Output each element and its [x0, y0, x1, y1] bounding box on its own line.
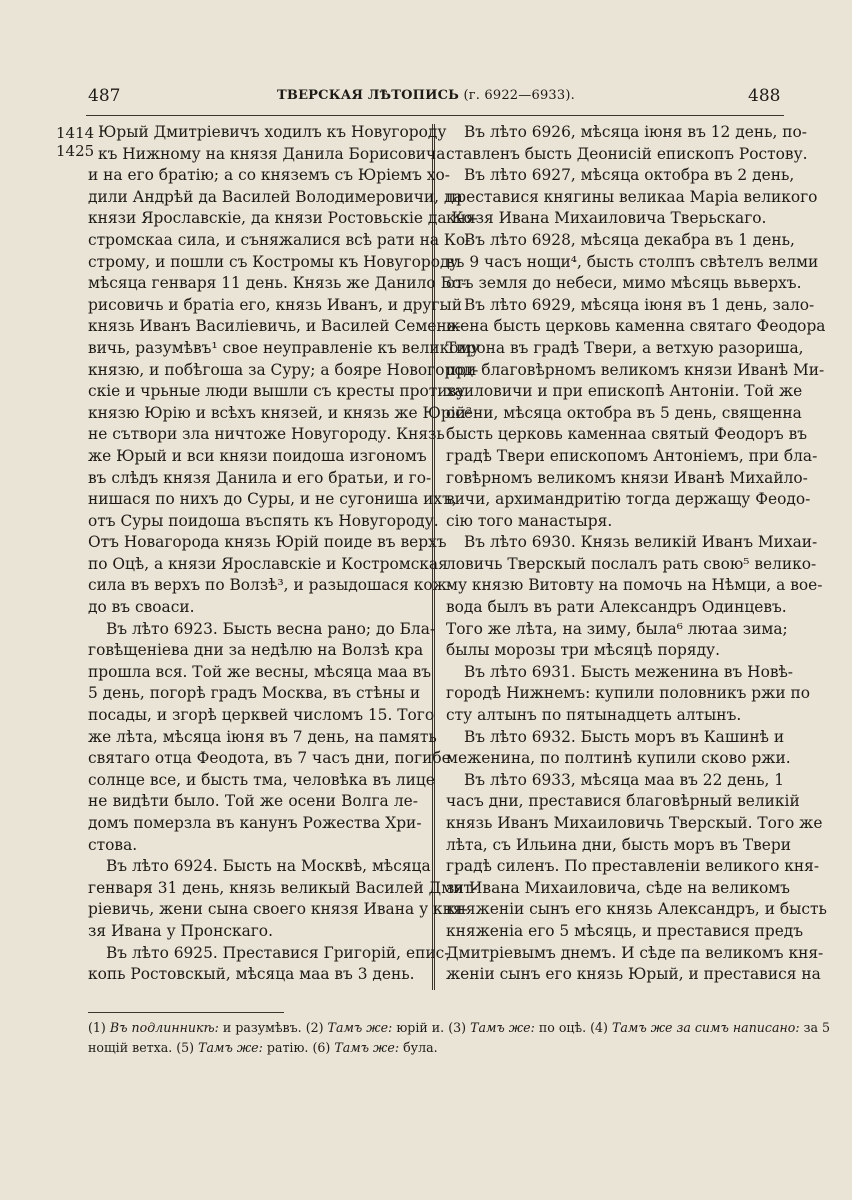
text-line: Въ лѣто 6928, мѣсяца декабра въ 1 день,	[464, 230, 795, 249]
text-line: Въ лѣто 6932. Бысть моръ въ Кашинѣ и	[464, 727, 785, 746]
text-line: же Юрый и вси князи поидоша изгономъ	[88, 446, 427, 465]
text-line: Въ лѣто 6927, мѣсяца октобра въ 2 день,	[464, 166, 795, 185]
text-line: не сътвори зла ничтоже Новугороду. Князь	[88, 425, 445, 444]
footnote-label: Тамъ же:	[470, 1020, 535, 1035]
text-line: бысть церковь каменнаа святый Феодоръ въ	[446, 425, 808, 444]
text-line: въ 9 часъ нощи⁴, бысть столпъ свѣтелъ велми	[446, 252, 819, 271]
footnote-text: нощій ветха.	[88, 1040, 173, 1055]
text-line: сію того манастыря.	[446, 511, 613, 530]
text-line: князю, и побѣгоша за Суру; а бояре Новогород-	[88, 360, 479, 379]
footnote-label: Тамъ же:	[327, 1020, 393, 1035]
text-line: Въ лѣто 6929, мѣсяца іюня въ 1 день, зало-	[464, 295, 815, 314]
text-line: не видѣти было. Той же осени Волга ле-	[88, 792, 418, 811]
text-line: въ слѣдъ князя Данила и его братьи, и го-	[88, 468, 432, 487]
text-line: Дмитріевымъ днемъ. И сѣде па великомъ кня-	[446, 943, 824, 962]
text-line: Отъ Новагорода князь Юрій поиде въ верхъ	[88, 533, 447, 552]
text-line: Въ лѣто 6926, мѣсяца іюня въ 12 день, по-	[464, 123, 807, 141]
footnote-marker: (6)	[312, 1040, 331, 1055]
text-line: князю Юрію и всѣхъ князей, и князь же Юрій²	[88, 403, 473, 422]
text-line: строму, и пошли съ Костромы къ Новугороду	[88, 252, 459, 271]
running-title-years: (г. 6922—6933).	[463, 88, 575, 103]
text-line: стромскаа сила, и съняжалися всѣ рати на Ко-	[88, 230, 471, 249]
running-title	[250, 88, 602, 103]
text-line: говѣщеніева дни за недѣлю на Волзѣ кра	[88, 641, 424, 660]
text-line: ріевичь, жени сына своего князя Ивана у кня-	[88, 900, 468, 919]
text-line: Въ лѣто 6931. Бысть меженина въ Новѣ-	[464, 662, 794, 681]
text-line: Въ лѣто 6925. Преставися Григорій, епис-	[106, 943, 450, 962]
text-line: князя Ивана Михаиловича Тверьскаго.	[446, 209, 767, 228]
left-column	[88, 122, 480, 986]
text-line: дили Андрѣй да Василей Володимеровичи, да	[88, 187, 463, 206]
text-line: градѣ силенъ. По преставленіи великого кня-	[446, 857, 820, 876]
right-column	[446, 122, 827, 986]
text-line: зя Ивана Михаиловича, сѣде на великомъ	[446, 878, 790, 897]
text-line: былы морозы три мѣсяцѣ поряду.	[446, 641, 721, 660]
page-number-right: 488	[748, 86, 781, 106]
header-rule	[86, 115, 784, 116]
footnote-line-1	[88, 1020, 831, 1035]
text-line: княженіа его 5 мѣсяць, и преставися предъ	[446, 921, 804, 940]
text-line: вичь, разумѣвъ¹ свое неуправленіе къ великому	[88, 338, 480, 357]
text-line: домъ померзла въ канунъ Рожества Хри-	[88, 814, 422, 832]
text-line: солнце все, и бысть тма, человѣка въ лице	[88, 770, 435, 789]
text-line: Въ лѣто 6933, мѣсяца маа въ 22 день, 1	[464, 770, 785, 789]
footnote-marker: (2)	[305, 1020, 324, 1035]
text-line: зя Ивана у Пронскаго.	[88, 921, 273, 940]
text-line: градѣ Твери епископомъ Антоніемъ, при бла-	[446, 446, 818, 465]
text-line: сила въ верхъ по Волзѣ³, и разыдошася кож-	[88, 576, 452, 595]
text-line: отъ земля до небеси, мимо мѣсяць вьверхъ.	[446, 274, 802, 293]
page-number-left: 487	[88, 86, 121, 106]
text-line: князь Иванъ Василіевичь, и Василей Семено-	[88, 317, 462, 336]
text-line: жена бысть церковь каменна святаго Феодора	[446, 317, 826, 336]
text-line: ловичь Тверскый послалъ рать свою⁵ велико-	[446, 554, 817, 573]
footnote-text: ратію.	[266, 1040, 309, 1055]
footnote-text: по оцѣ.	[538, 1020, 587, 1035]
text-line: по Оцѣ, а князи Ярославскіе и Костромская	[88, 554, 448, 573]
text-line: стова.	[88, 835, 138, 854]
text-line: при благовѣрномъ великомъ князи Иванѣ Ми-	[446, 360, 825, 379]
footnote-marker: (3)	[448, 1020, 467, 1035]
text-line: Юрый Дмитріевичъ ходилъ къ Новугороду	[98, 123, 447, 141]
text-line: рисовичь и братіа его, князь Иванъ, и другый	[88, 295, 462, 314]
text-line: скіе и чрьные люди вышли съ кресты противу	[88, 382, 466, 401]
text-line: генваря 31 день, князь великый Василей Дмит-	[88, 878, 478, 897]
footnote-text: за 5	[803, 1020, 831, 1035]
text-line: прошла вся. Той же весны, мѣсяца маа въ	[88, 662, 432, 681]
text-line: Въ лѣто 6923. Бысть весна рано; до Бла-	[106, 619, 436, 638]
text-line: осени, мѣсяца октобра въ 5 день, священна	[446, 403, 802, 422]
running-title-main: ТВЕРСКАЯ ЛѢТОПИСЬ	[277, 88, 460, 103]
margin-year-1425: 1425	[56, 142, 95, 160]
text-line: преставися княгины великаа Маріа великого	[446, 187, 818, 206]
text-line: Въ лѣто 6930. Князь великій Иванъ Михаи-	[464, 533, 818, 552]
footnote-marker: (5)	[176, 1040, 195, 1055]
footnote-text: и разумѣвъ.	[222, 1020, 302, 1035]
text-line: Въ лѣто 6924. Бысть на Москвѣ, мѣсяца	[106, 857, 431, 876]
text-line: часъ дни, преставися благовѣрный великій	[446, 792, 800, 811]
text-line: му князю Витовту на помочь на Нѣмци, а вое-	[446, 576, 823, 595]
footnote-marker: (4)	[590, 1020, 608, 1035]
text-line: посады, и згорѣ церквей числомъ 15. Того	[88, 706, 435, 725]
text-line: къ Нижному на князя Данила Борисовича	[98, 144, 446, 163]
text-line: до въ своаси.	[88, 598, 195, 617]
text-line: княженіи сынъ его князь Александръ, и бысть	[446, 900, 827, 919]
text-line: хаиловичи и при епископѣ Антоніи. Той же	[446, 382, 803, 401]
text-line: женіи сынъ его князь Юрый, и преставися на	[446, 965, 821, 984]
running-header	[0, 86, 852, 110]
text-line: мѣсяца генваря 11 день. Князь же Данило Бо-	[88, 274, 467, 293]
text-line: святаго отца Феодота, въ 7 часъ дни, погибе	[88, 749, 451, 768]
margin-year-1414: 1414	[56, 124, 95, 142]
text-line: князи Ярославскіе, да князи Ростовьскіе да Ко-	[88, 209, 478, 228]
footnote-line-2	[88, 1040, 786, 1055]
text-line: Того же лѣта, на зиму, была⁶ лютаа зима;	[446, 619, 788, 638]
text-line: нишася по нихъ до Суры, и не сугониша ихъ,	[88, 490, 457, 509]
text-line: вода былъ въ рати Александръ Одинцевъ.	[446, 598, 787, 617]
text-line: меженина, по полтинѣ купили сково ржи.	[446, 749, 791, 768]
footnote-text: була.	[403, 1040, 438, 1055]
footnote-text: юрій и.	[396, 1020, 445, 1035]
text-line: Тирона въ градѣ Твери, а ветхую разориша,	[446, 338, 804, 357]
text-line: ставленъ бысть Деонисій епископъ Ростову.	[446, 144, 808, 163]
text-line: говѣрномъ великомъ князи Иванѣ Михайло-	[446, 468, 808, 487]
footnote-rule	[88, 1012, 284, 1013]
footnote-label: Въ подлинникѣ:	[109, 1020, 219, 1035]
text-line: копь Ростовскый, мѣсяца маа въ 3 день.	[88, 965, 415, 984]
text-line: отъ Суры поидоша въспять къ Новугороду.	[88, 511, 439, 530]
text-line: 5 день, погорѣ градъ Москва, въ стѣны и	[88, 684, 421, 703]
footnote-label: Тамъ же за симъ написано:	[611, 1020, 800, 1035]
text-line: вичи, архимандритію тогда держащу Феодо-	[446, 490, 811, 509]
footnote-label: Тамъ же:	[334, 1040, 400, 1055]
text-line: городѣ Нижнемъ: купили половникъ ржи по	[446, 684, 810, 703]
text-line: лѣта, съ Ильина дни, бысть моръ въ Твери	[446, 835, 791, 854]
footnote-marker: (1)	[88, 1020, 106, 1035]
footnote-label: Тамъ же:	[198, 1040, 263, 1055]
text-line: князь Иванъ Михаиловичь Тверскый. Того же	[446, 814, 823, 832]
text-line: сту алтынъ по пятынадцеть алтынъ.	[446, 706, 742, 725]
text-line: же лѣта, мѣсяца іюня въ 7 день, на память	[88, 727, 437, 746]
text-line: и на его братію; а со княземъ съ Юріемъ хо-	[88, 166, 450, 185]
